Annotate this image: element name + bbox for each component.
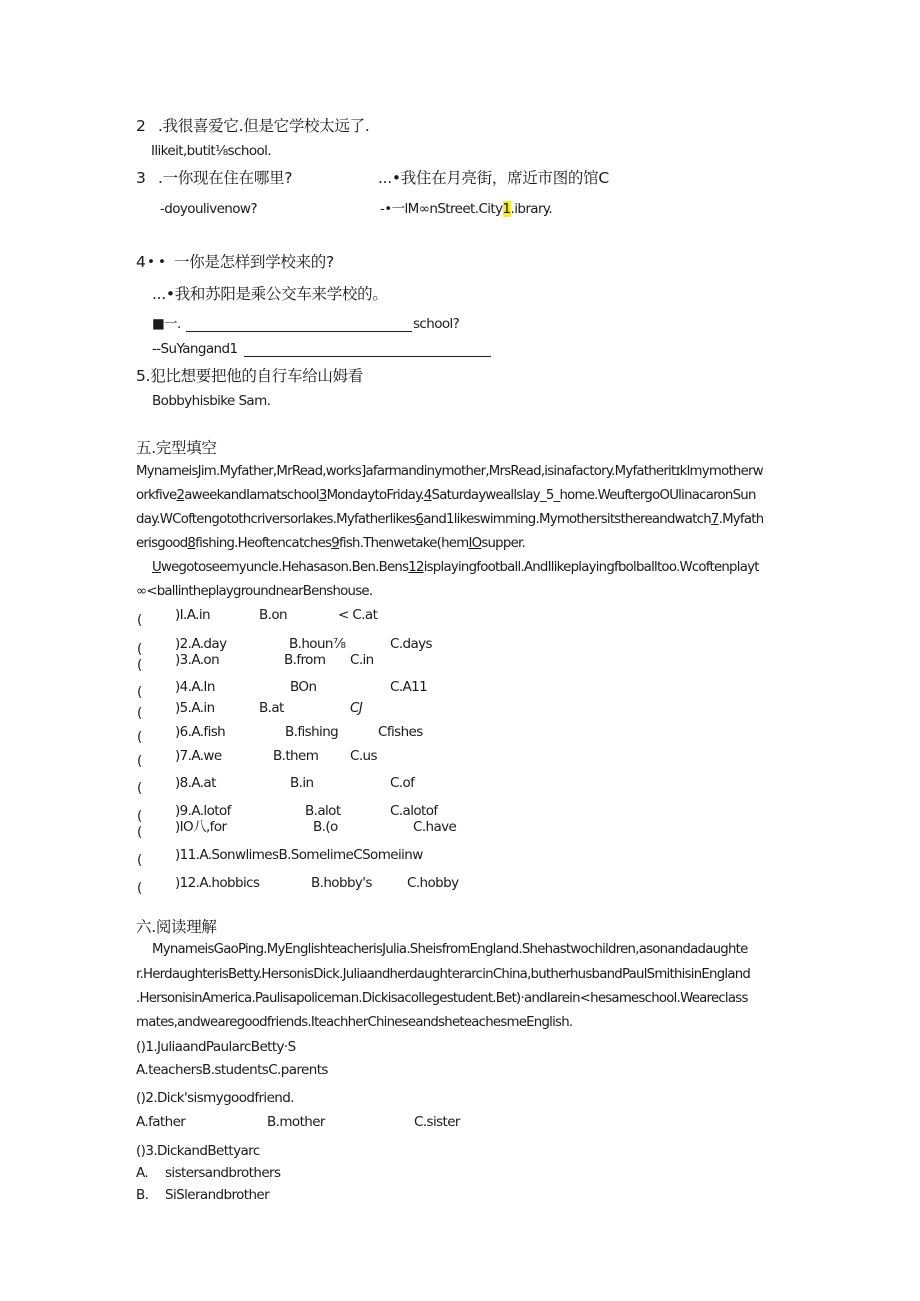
reading-q2-option-a: A.father [136,1114,186,1130]
reading-heading: 六.阅读理解 [136,918,217,936]
option-c: C.days [390,636,432,652]
answer-paren[interactable]: ( [137,705,142,721]
q4-english-a-post: school? [413,316,460,332]
option-c: C.of [390,775,415,791]
option-number-a: )7.A.we [175,748,222,764]
q3-english-b [380,203,552,217]
reading-q3-option-b-label: B. [136,1187,149,1203]
cloze-text: _5_ [539,488,560,503]
answer-paren[interactable]: ( [137,729,142,745]
option-b: B.(o [313,819,338,835]
cloze-text: home.WeuftergoOUlinacaronSun [559,488,756,503]
reading-q2-stem: ()2.Dick'sismygoodfriend. [136,1090,294,1106]
cloze-text: orkfive [136,488,177,503]
cloze-text: MondaytoFriday. [326,488,424,503]
answer-blank[interactable] [186,331,412,332]
option-b: B.hobby's [311,875,372,891]
option-number-a: )6.A.fish [175,724,226,740]
answer-paren[interactable]: ( [137,641,142,657]
cloze-line [136,489,756,502]
reading-line: MynameisGaoPing.MyEnglishteacherisJulia.SheisfromEngland.Shehastwochildren,asonandadaughte [152,942,748,957]
option-c: C.alotof [390,803,438,819]
reading-q3-option-a: sistersandbrothers [165,1165,281,1181]
cloze-text: MynameisJim.Myfather,MrRead,works]afarmandinymother,MrsRead,isinafactory.Myfatheritɪklmymotherw [136,464,763,479]
option-c: < C.at [338,607,378,623]
option-c: C.in [350,652,374,668]
q4-english-a-pre: ■一. [152,316,181,332]
blank-number: IO [468,536,482,551]
option-number-a: )3.A.on [175,652,220,668]
reading-q3-stem: ()3.DickandBettyarc [136,1143,260,1159]
cloze-heading: 五.完型填空 [136,439,217,457]
blank-number: 9 [331,536,339,551]
q4-chinese-a: 一你是怎样到学校来的? [174,253,334,271]
highlight-mark: 1 [502,201,511,217]
q2-number: 2 [136,117,146,135]
cloze-text: fish.Thenwetake(hem [338,536,469,551]
answer-blank[interactable] [244,356,491,357]
q3-chinese-b: ...•我住在月亮街，席近市图的馆C [378,169,609,187]
q3-number: 3 [136,169,146,187]
cloze-line [136,465,763,478]
blank-number: 8 [187,536,196,551]
cloze-text: day.WCoftengotothcriversorlakes.Myfatherlikes [136,512,416,527]
option-number-a: )8.A.at [175,775,216,791]
answer-paren[interactable]: ( [137,852,142,868]
q5-chinese: 5.犯比想要把他的自行车给山姆看 [136,367,363,385]
option-b: B.fishing [285,724,339,740]
q3-english-b-pre: -•一lM∞nStreet.City [380,201,503,217]
option-c: CJ [350,700,363,716]
cloze-line [136,537,525,550]
blank-number: 4 [423,488,432,503]
reading-line: r.HerdaughterisBetty.HersonisDick.JuliaandherdaughterarcinChina,butherhusbandPaulSmithisinEngland [136,967,751,982]
option-b: B.from [284,652,326,668]
option-c: C.have [413,819,457,835]
reading-q2-option-b: B.mother [267,1114,325,1130]
blank-number: 2 [176,488,185,503]
reading-q3-option-b: SiSlerandbrother [165,1187,270,1203]
q4-english-b-pre: --SuYangand1 [152,341,238,357]
cloze-line [136,513,763,526]
answer-paren[interactable]: ( [137,880,142,896]
option-c: Cfishes [378,724,423,740]
reading-q3-option-a-label: A. [136,1165,149,1181]
reading-q1-stem: ()1.JuliaandPaularcBetty·S [136,1039,296,1055]
cloze-line [152,561,759,574]
answer-paren[interactable]: ( [137,657,142,673]
cloze-text: wegotoseemyuncle.Hehasason.Ben.Bens [160,560,409,575]
cloze-text: Saturdayweallslay [431,488,540,503]
cloze-line [136,585,372,598]
option-number-a: )9.A.lotof [175,803,231,819]
q4-number: 4 [136,253,146,271]
cloze-text: and1likeswimming.Mymothersitsthereandwatch [423,512,711,527]
cloze-text: .Myfath [718,512,764,527]
reading-q1-options: A.teachersB.studentsC.parents [136,1062,328,1078]
cloze-text: aweekandIamatschool [184,488,319,503]
blank-number: 6 [415,512,424,527]
option-number-a: )IO八,for [175,819,227,835]
answer-paren[interactable]: ( [137,824,142,840]
answer-paren[interactable]: ( [137,780,142,796]
answer-paren[interactable]: ( [137,684,142,700]
option-b: B.at [259,700,284,716]
option-number-a: )2.A.day [175,636,227,652]
answer-paren[interactable]: ( [137,753,142,769]
reading-q2-option-c: C.sister [414,1114,460,1130]
q5-english: Bobbyhisbike Sam. [152,393,271,409]
option-c: C.A11 [390,679,428,695]
q2-english: Ilikeit,butit⅛school. [151,143,271,159]
option-b: B.alot [305,803,341,819]
cloze-text: supper. [481,536,525,551]
cloze-text: ∞<ballintheplaygroundnearBenshouse. [136,584,373,599]
option-b: BOn [290,679,317,695]
option-number-a: )4.A.In [175,679,215,695]
answer-paren[interactable]: ( [137,612,142,628]
option-b: B.houn⅞ [289,636,346,652]
option-b: B.in [290,775,314,791]
q2-chinese: .我很喜爱它.但是它学校太远了. [158,117,370,135]
q3-english-a: -doyoulivenow? [160,201,257,217]
blank-number: 12 [408,560,424,575]
blank-number: 7 [710,512,719,527]
option-number-a: )I.A.in [175,607,210,623]
option-number-a: )5.A.in [175,700,215,716]
cloze-text: fishing.Heoftencatches [195,536,332,551]
q4-dots: • • [147,254,166,270]
option-c: C.hobby [407,875,459,891]
q3-chinese-a: .一你现在住在哪里? [158,169,293,187]
reading-line: .HersonisinAmerica.Paulisapoliceman.Dickisacollegestudent.Bet)·andIarein<hesameschool.Weareclass [136,991,748,1006]
blank-number: 3 [318,488,327,503]
option-b: B.them [273,748,319,764]
option-number-a: )11.A.SonwlimesB.SomelimeCSomeiinw [175,847,423,863]
cloze-text: erisgood [136,536,188,551]
option-number-a: )12.A.hobbics [175,875,260,891]
option-c: C.us [350,748,377,764]
blank-number: U [152,560,161,575]
q4-chinese-b: ...•我和苏阳是乘公交车来学校的。 [152,285,388,303]
q3-english-b-post: .ibrary. [510,201,553,217]
reading-line: mates,andwearegoodfriends.IteachherChineseandsheteachesmeEnglish. [136,1015,573,1030]
cloze-text: isplayingfootball.AndIlikeplayingfbolballtoo.Wcoftenplayt [423,560,759,575]
option-b: B.on [259,607,287,623]
answer-paren[interactable]: ( [137,808,142,824]
